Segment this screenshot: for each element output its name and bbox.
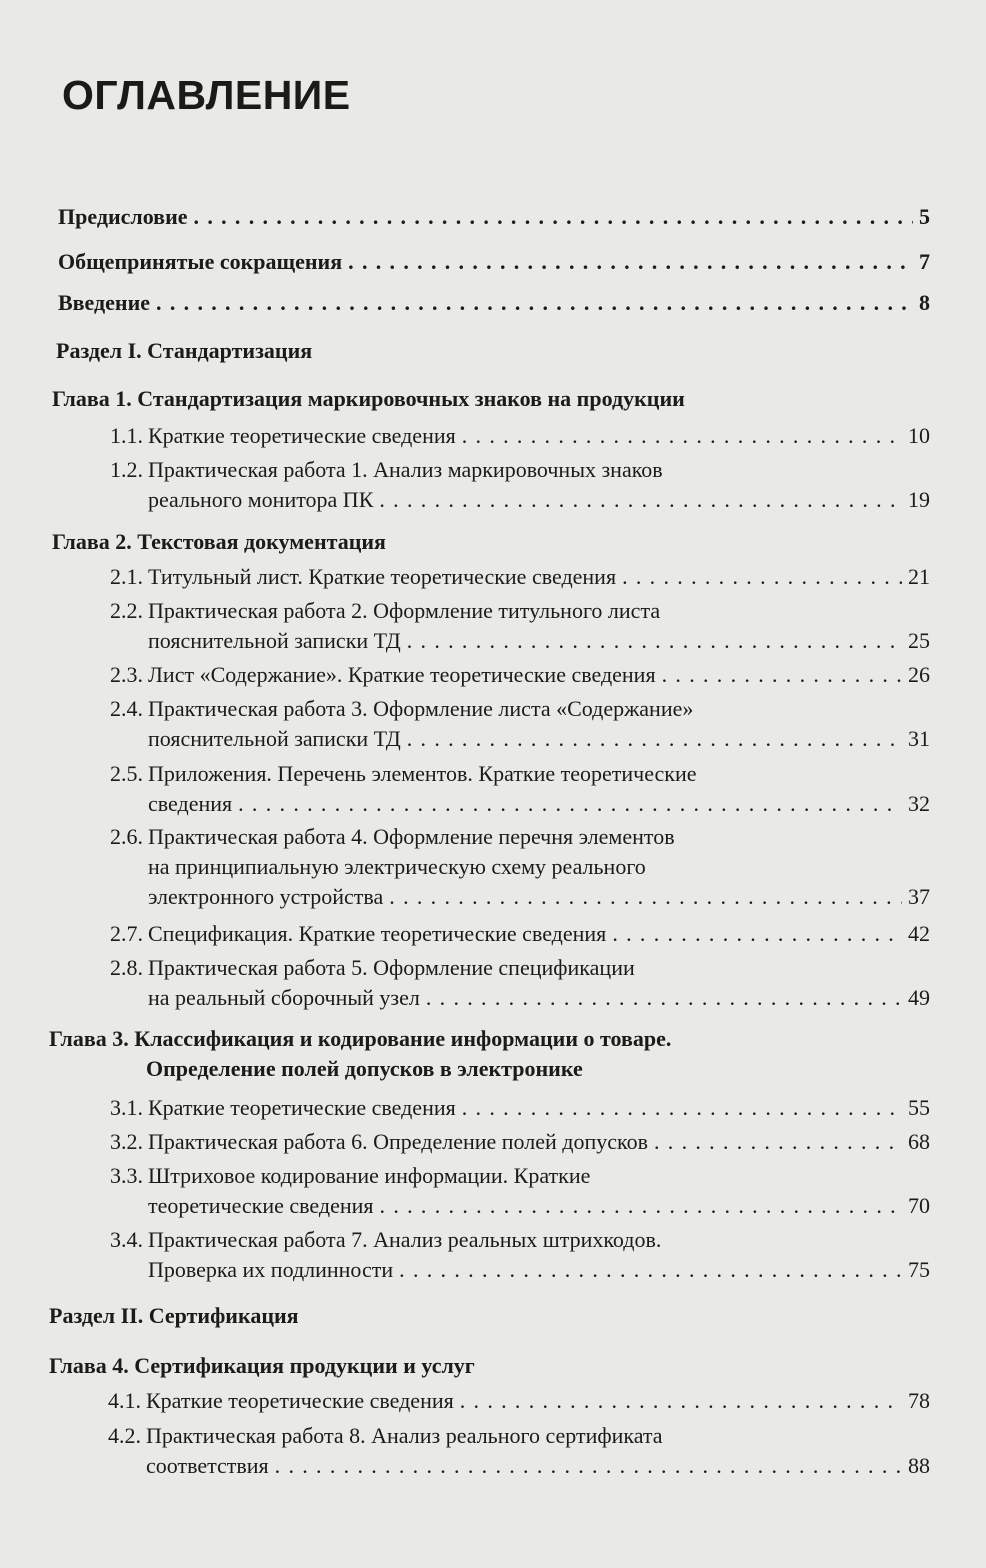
dot-leader (238, 789, 902, 819)
page-number: 8 (919, 290, 930, 315)
dot-leader (462, 421, 902, 451)
toc-entry-1-1[interactable]: 1.1. Краткие теоретические сведения . . . 10 (99, 421, 930, 451)
section-heading-2[interactable]: Раздел II. Сертификация (49, 1303, 299, 1328)
page-number: 75 (908, 1257, 930, 1282)
dot-leader (622, 562, 902, 592)
page-number: 5 (919, 204, 930, 229)
dot-leader (380, 1191, 902, 1221)
dot-leader (407, 626, 902, 656)
page-number: 55 (908, 1095, 930, 1120)
toc-entry-2-4[interactable]: 2.4. Практическая работа 3. Оформление листа «Содержание» пояснительной записки ТД . . . 31 (99, 694, 930, 754)
dot-leader (662, 660, 902, 690)
toc-entry-2-5[interactable]: 2.5. Приложения. Перечень элементов. Краткие теоретические сведения . . . 32 (99, 759, 930, 819)
page-number: 68 (908, 1129, 930, 1154)
toc-entry-1-2[interactable]: 1.2. Практическая работа 1. Анализ маркировочных знаков реального монитора ПК . . . 19 (99, 455, 930, 515)
toc-entry-2-7[interactable]: 2.7. Спецификация. Краткие теоретические сведения . . . 42 (99, 919, 930, 949)
toc-entry-3-1[interactable]: 3.1. Краткие теоретические сведения . . . 55 (99, 1093, 930, 1123)
toc-entry-4-1[interactable]: 4.1. Краткие теоретические сведения . . . 78 (97, 1386, 930, 1416)
page-number: 70 (908, 1193, 930, 1218)
section-heading-1[interactable]: Раздел I. Стандартизация (56, 338, 313, 363)
chapter-heading-2[interactable]: Глава 2. Текстовая документация (52, 529, 386, 554)
toc-entry-4-2[interactable]: 4.2. Практическая работа 8. Анализ реального сертификата соответствия . . . 88 (97, 1421, 930, 1481)
dot-leader (407, 724, 902, 754)
page-number: 32 (908, 791, 930, 816)
page-number: 21 (908, 564, 930, 589)
page-number: 7 (919, 249, 930, 274)
dot-leader (612, 919, 902, 949)
dot-leader (348, 247, 913, 277)
dot-leader (194, 202, 913, 232)
toc-entry-2-2[interactable]: 2.2. Практическая работа 2. Оформление титульного листа пояснительной записки ТД . . . 25 (99, 596, 930, 656)
chapter-heading-4[interactable]: Глава 4. Сертификация продукции и услуг (49, 1353, 475, 1378)
dot-leader (460, 1386, 902, 1416)
dot-leader (275, 1451, 902, 1481)
chapter-heading-3[interactable]: Глава 3. Классификация и кодирование информации о товаре. Определение полей допусков в электронике (49, 1026, 672, 1081)
dot-leader (654, 1127, 902, 1157)
toc-entry-3-2[interactable]: 3.2. Практическая работа 6. Определение полей допусков . . . 68 (99, 1127, 930, 1157)
toc-entry-2-1[interactable]: 2.1. Титульный лист. Краткие теоретические сведения . . . 21 (99, 562, 930, 592)
page-number: 37 (908, 884, 930, 909)
dot-leader (389, 882, 902, 912)
page-title: ОГЛАВЛЕНИЕ (62, 72, 351, 118)
dot-leader (399, 1255, 902, 1285)
toc-entry-3-4[interactable]: 3.4. Практическая работа 7. Анализ реальных штрихкодов. Проверка их подлинности . . . 75 (99, 1225, 930, 1285)
toc-entry-2-6[interactable]: 2.6. Практическая работа 4. Оформление перечня элементов на принципиальную электрическую схему реального электронного устройства . . . 37 (99, 822, 930, 912)
page-number: 31 (908, 726, 930, 751)
dot-leader (462, 1093, 902, 1123)
chapter-heading-1[interactable]: Глава 1. Стандартизация маркировочных знаков на продукции (52, 386, 685, 411)
page-number: 88 (908, 1453, 930, 1478)
page-number: 26 (908, 662, 930, 687)
dot-leader (156, 288, 913, 318)
page-number: 10 (908, 423, 930, 448)
page-number: 49 (908, 985, 930, 1010)
toc-entry-introduction[interactable]: Введение . . . 8 (58, 288, 930, 318)
page-number: 25 (908, 628, 930, 653)
page-number: 19 (908, 487, 930, 512)
dot-leader (426, 983, 902, 1013)
toc-entry-2-3[interactable]: 2.3. Лист «Содержание». Краткие теоретические сведения . . . 26 (99, 660, 930, 690)
page-number: 78 (908, 1388, 930, 1413)
toc-entry-abbreviations[interactable]: Общепринятые сокращения . . . 7 (58, 247, 930, 277)
page-number: 42 (908, 921, 930, 946)
toc-entry-3-3[interactable]: 3.3. Штриховое кодирование информации. Краткие теоретические сведения . . . 70 (99, 1161, 930, 1221)
dot-leader (379, 485, 902, 515)
toc-entry-preface[interactable]: Предисловие . . . 5 (58, 202, 930, 232)
toc-entry-2-8[interactable]: 2.8. Практическая работа 5. Оформление спецификации на реальный сборочный узел . . . 49 (99, 953, 930, 1013)
